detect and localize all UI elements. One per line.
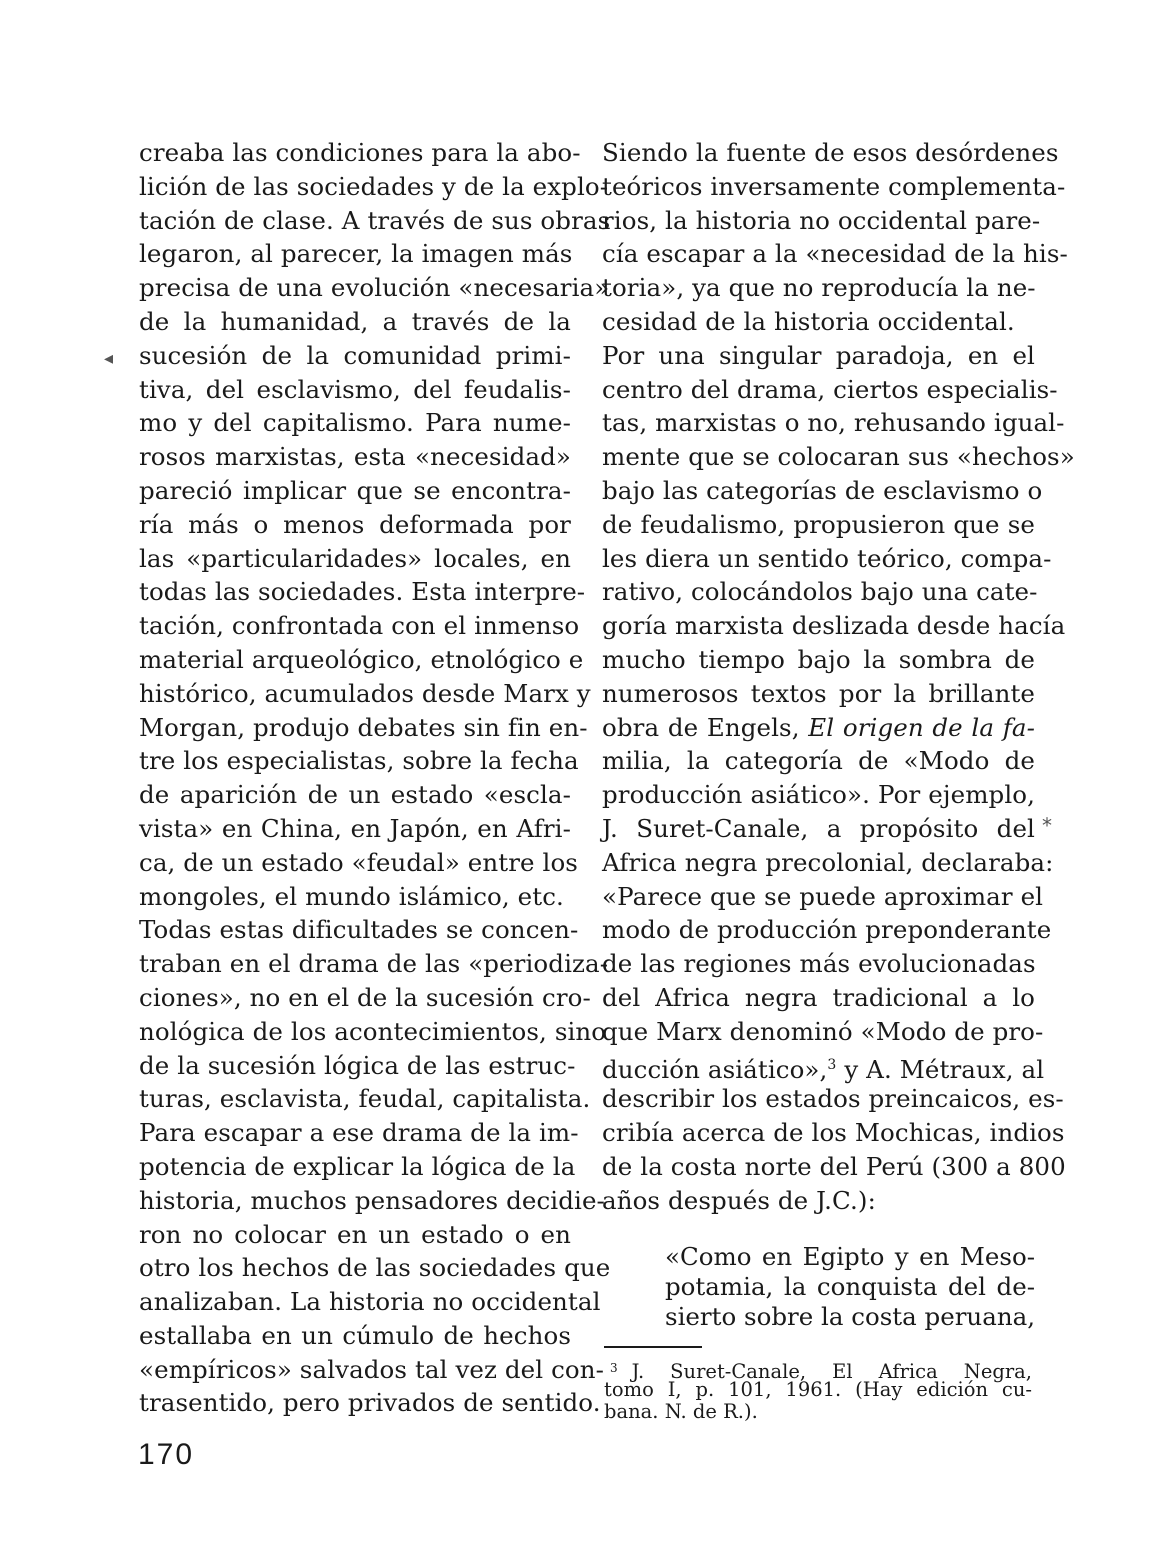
text-fragment: ducción asiático»,: [602, 1054, 828, 1084]
text-line: todas las sociedades. Esta interpre-: [139, 577, 586, 607]
text-line: rosos marxistas, esta «necesidad»: [139, 442, 571, 472]
footnote-divider: [604, 1346, 702, 1348]
text-line: de la humanidad, a través de la: [139, 306, 571, 336]
text-line: «Parece que se puede aproximar el: [602, 881, 1044, 911]
text-line: les diera un sentido teórico, compa-: [602, 543, 1052, 573]
text-line: años después de J.C.):: [602, 1185, 876, 1215]
text-line: de la costa norte del Perú (300 a 800: [602, 1151, 1066, 1181]
text-line: milia, la categoría de «Modo de: [602, 746, 1035, 776]
text-line: cesidad de la historia occidental.: [602, 306, 1015, 336]
text-line: mongoles, el mundo islámico, etc.: [139, 881, 564, 911]
text-line: de las regiones más evolucionadas: [602, 949, 1036, 979]
blockquote: [665, 1242, 1035, 1332]
text-line: mente que se colocaran sus «hechos»: [602, 442, 1075, 472]
text-line: cribía acerca de los Mochicas, indios: [602, 1118, 1065, 1148]
text-line: rativo, colocándolos bajo una cate-: [602, 577, 1038, 607]
text-line: otro los hechos de las sociedades que: [139, 1253, 611, 1283]
text-line: ca, de un estado «feudal» entre los: [139, 847, 578, 877]
book-title-italic: El origen de la fa-: [808, 712, 1035, 742]
text-fragment: J. Suret-Canale, El Africa Negra,: [631, 1360, 1032, 1383]
margin-mark-icon: ◂: [104, 348, 114, 369]
text-line: nológica de los acontecimientos, sino: [139, 1016, 607, 1046]
quote-line: potamia, la conquista del de-: [665, 1272, 1035, 1301]
left-column: [139, 136, 611, 1420]
text-line: toria», ya que no reproducía la ne-: [602, 273, 1036, 303]
text-line: turas, esclavista, feudal, capitalista.: [139, 1084, 591, 1114]
quote-line: «Como en Egipto y en Meso-: [665, 1242, 1035, 1271]
text-line: creaba las condiciones para la abo-: [139, 138, 581, 167]
text-line: modo de producción preponderante: [602, 915, 1052, 945]
text-line: pareció implicar que se encontra-: [139, 475, 571, 505]
text-line: centro del drama, ciertos especialis-: [602, 374, 1058, 404]
text-line: Morgan, produjo debates sin fin en-: [139, 712, 588, 742]
text-line: material arqueológico, etnológico e: [139, 644, 584, 674]
text-line: tación de clase. A través de sus obras: [139, 205, 611, 235]
text-line: trasentido, pero privados de sentido.: [139, 1388, 601, 1418]
quote-line: sierto sobre la costa peruana,: [665, 1302, 1035, 1331]
footnote-line: bana. N. de R.).: [604, 1400, 758, 1423]
text-line: tiva, del esclavismo, del feudalis-: [139, 374, 571, 404]
text-line: tas, marxistas o no, rehusando igual-: [602, 408, 1065, 438]
text-line: que Marx denominó «Modo de pro-: [602, 1016, 1044, 1046]
text-line: Africa negra precolonial, declaraba:: [602, 847, 1054, 877]
text-fragment: y A. Métraux, al: [836, 1054, 1045, 1084]
text-line: mucho tiempo bajo la sombra de: [602, 644, 1035, 674]
text-line: sucesión de la comunidad primi-: [139, 340, 571, 370]
text-line: lición de las sociedades y de la explo-: [139, 171, 609, 201]
text-line: numerosos textos por la brillante: [602, 678, 1035, 708]
footnote: [604, 1357, 1032, 1423]
text-line: precisa de una evolución «necesaria»: [139, 273, 610, 303]
text-line: las «particularidades» locales, en: [139, 543, 571, 573]
right-column: [602, 136, 1075, 1218]
text-line: ría más o menos deformada por: [139, 509, 571, 539]
text-line: describir los estados preincaicos, es-: [602, 1084, 1064, 1114]
footnote-ref: 3: [827, 1056, 837, 1073]
text-line: [602, 1049, 1045, 1084]
text-line: potencia de explicar la lógica de la: [139, 1151, 576, 1181]
text-line: producción asiático». Por ejemplo,: [602, 780, 1035, 810]
text-line: bajo las categorías de esclavismo o: [602, 475, 1043, 505]
text-line: J. Suret-Canale, a propósito del: [602, 813, 1035, 843]
page-number: 170: [138, 1438, 195, 1471]
text-line: vista» en China, en Japón, en Afri-: [139, 813, 571, 843]
text-fragment: obra de Engels,: [602, 712, 809, 742]
text-line: ciones», no en el de la sucesión cro-: [139, 982, 591, 1012]
text-line: legaron, al parecer, la imagen más: [139, 239, 573, 269]
text-line: Para escapar a ese drama de la im-: [139, 1118, 579, 1148]
text-line: analizaban. La historia no occidental: [139, 1287, 601, 1317]
text-line: mo y del capitalismo. Para nume-: [139, 408, 571, 438]
text-line: Siendo la fuente de esos desórdenes: [602, 138, 1059, 167]
text-line: de feudalismo, propusieron que se: [602, 509, 1035, 539]
text-line: de aparición de un estado «escla-: [139, 780, 571, 810]
text-line: historia, muchos pensadores decidie-: [139, 1185, 605, 1215]
text-line: «empíricos» salvados tal vez del con-: [139, 1354, 605, 1384]
text-line: ron no colocar en un estado o en: [139, 1219, 571, 1249]
text-line: tre los especialistas, sobre la fecha: [139, 746, 579, 776]
text-line: goría marxista deslizada desde hacía: [602, 611, 1066, 641]
text-line: teóricos inversamente complementa-: [602, 171, 1066, 201]
footnote-line: [604, 1357, 1032, 1383]
text-line: del Africa negra tradicional a lo: [602, 982, 1035, 1012]
text-line: de la sucesión lógica de las estruc-: [139, 1050, 576, 1080]
margin-mark-icon: ⁎: [1042, 807, 1052, 831]
text-line: tación, confrontada con el inmenso: [139, 611, 580, 641]
text-line: Todas estas dificultades se concen-: [139, 915, 579, 945]
text-line: cía escapar a la «necesidad de la his-: [602, 239, 1068, 269]
text-line: [602, 711, 1035, 745]
text-line: histórico, acumulados desde Marx y: [139, 678, 591, 708]
text-line: estallaba en un cúmulo de hechos: [139, 1320, 571, 1350]
footnote-line: tomo I, p. 101, 1961. (Hay edición cu-: [604, 1378, 1032, 1401]
footnote-number: 3: [610, 1361, 618, 1375]
text-line: Por una singular paradoja, en el: [602, 340, 1035, 370]
text-line: rios, la historia no occidental pare-: [602, 205, 1041, 235]
text-line: traban en el drama de las «periodiza-: [139, 949, 609, 979]
